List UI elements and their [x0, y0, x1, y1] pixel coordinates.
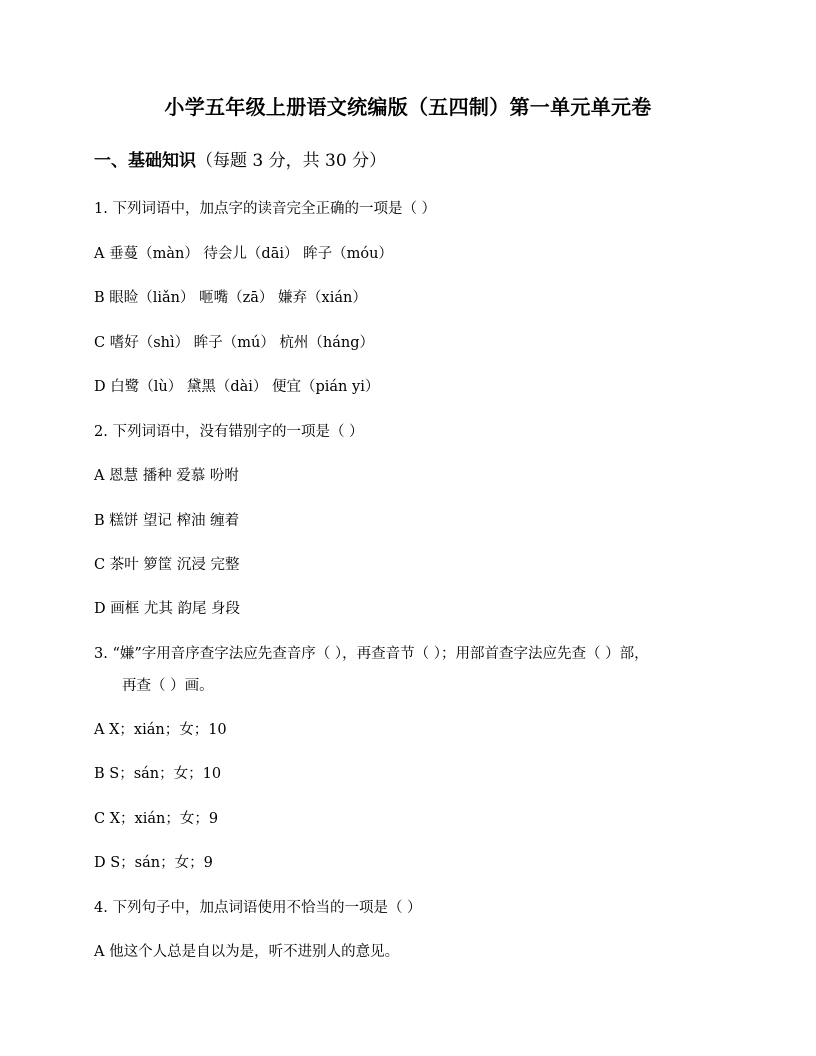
- question-3-option-b: B S；sán；女；10: [94, 766, 222, 782]
- question-2-option-c: C 茶叶 箩筐 沉浸 完整: [94, 557, 240, 573]
- question-3-stem-continued: 再查（ ）画。: [122, 678, 214, 694]
- question-1-option-b: B 眼睑（liǎn） 咂嘴（zā） 嫌弃（xián）: [94, 290, 367, 306]
- question-2-option-b: B 糕饼 望记 榨油 缠着: [94, 513, 240, 529]
- question-1-option-d: D 白鹭（lù） 黛黑（dài） 便宜（pián yi）: [94, 379, 380, 395]
- question-4-option-a: A 他这个人总是自以为是，听不进别人的意见。: [94, 944, 400, 960]
- question-2-option-d: D 画框 尤其 韵尾 身段: [94, 601, 241, 617]
- section-heading: [94, 148, 386, 174]
- question-1-option-c: C 嗜好（shì） 眸子（mú） 杭州（háng）: [94, 335, 375, 351]
- question-2-stem: 2. 下列词语中，没有错别字的一项是（ ）: [94, 424, 364, 440]
- question-1-stem: 1. 下列词语中，加点字的读音完全正确的一项是（ ）: [94, 201, 437, 217]
- section-title: 一、基础知识: [94, 151, 196, 171]
- question-3-stem: 3. “嫌”字用音序查字法应先查音序（ ），再查音节（ ）；用部首查字法应先查（ ）部，: [94, 646, 649, 662]
- question-4-stem: 4. 下列句子中，加点词语使用不恰当的一项是（ ）: [94, 900, 422, 916]
- question-2-option-a: A 恩慧 播种 爱慕 吩咐: [94, 468, 239, 484]
- section-score-note: （每题 3 分，共 30 分）: [196, 151, 387, 171]
- question-3-option-c: C X；xián；女；9: [94, 811, 219, 827]
- question-3-option-a: A X；xián；女；10: [94, 722, 227, 738]
- page-title: 小学五年级上册语文统编版（五四制）第一单元单元卷: [164, 95, 652, 119]
- question-3-option-d: D S；sán；女；9: [94, 855, 213, 871]
- question-1-option-a: A 垂蔓（màn） 待会儿（dāi） 眸子（móu）: [94, 246, 393, 262]
